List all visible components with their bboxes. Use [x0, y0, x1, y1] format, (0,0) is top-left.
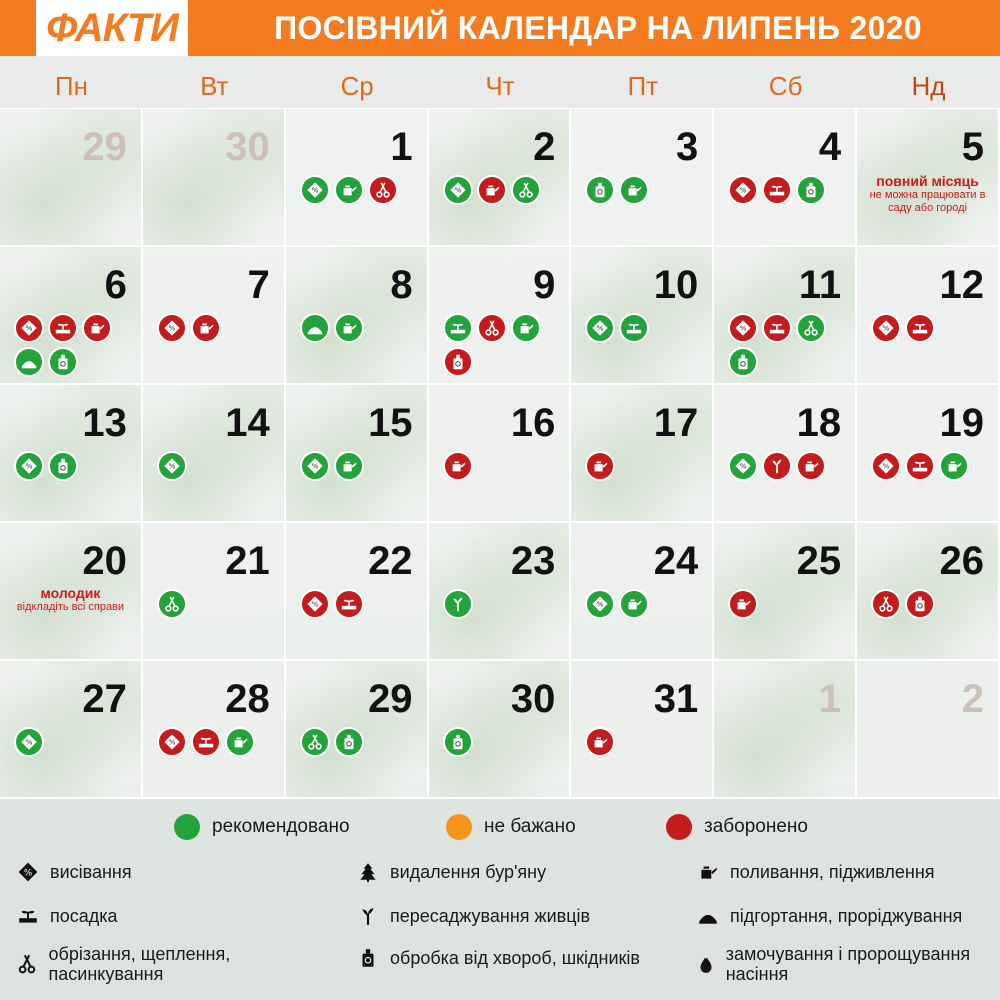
activity-icons — [300, 589, 420, 619]
planting-icon — [191, 727, 221, 757]
activity-icons — [300, 175, 420, 205]
icon-legend-item — [14, 858, 334, 886]
calendar-day — [714, 247, 857, 385]
watering-icon — [585, 727, 615, 757]
activity-icons — [728, 175, 848, 205]
calendar-day — [286, 247, 429, 385]
calendar-day — [143, 385, 286, 523]
sowing-icon — [871, 313, 901, 343]
icon-legend-item — [694, 902, 990, 930]
sowing-icon — [585, 589, 615, 619]
watering-icon — [225, 727, 255, 757]
activity-icons — [871, 451, 991, 481]
activity-icons — [157, 589, 277, 619]
activity-icons — [157, 451, 277, 481]
activity-icons — [14, 313, 134, 377]
day-number: 13 — [82, 401, 127, 445]
calendar-day — [429, 661, 572, 799]
pruning-icon — [796, 313, 826, 343]
svg-text:%: % — [168, 737, 176, 747]
moon-note-text: відкладіть всі справи — [16, 601, 125, 613]
weekday-label: Сб — [768, 71, 803, 101]
activity-icons — [585, 727, 705, 757]
svg-text:%: % — [23, 868, 33, 879]
day-number: 29 — [82, 125, 127, 169]
moon-note-text: не можна працювати в саду або городі — [869, 189, 986, 214]
svg-text:%: % — [311, 461, 319, 471]
pruning-icon — [511, 175, 541, 205]
svg-text:%: % — [25, 323, 33, 333]
status-label: не бажано — [484, 816, 576, 837]
icon-legend-label: обрізання, щеплення, пасинкування — [48, 944, 231, 984]
pruning-icon — [300, 727, 330, 757]
watering-icon — [728, 589, 758, 619]
calendar-day — [0, 523, 143, 661]
day-number: 19 — [939, 401, 984, 445]
hilling-icon — [14, 347, 44, 377]
watering-icon — [443, 451, 473, 481]
weekday-label: Нд — [911, 71, 946, 101]
pruning-icon — [14, 950, 41, 978]
svg-text:%: % — [311, 599, 319, 609]
day-number: 17 — [653, 401, 699, 445]
sowing-icon — [728, 451, 758, 481]
calendar-day — [143, 661, 286, 799]
calendar-day — [571, 523, 714, 661]
calendar-day — [571, 661, 714, 799]
day-number: 20 — [82, 539, 127, 583]
planting-icon — [762, 175, 792, 205]
activity-icons — [443, 313, 563, 377]
sowing-icon — [14, 727, 44, 757]
activity-icons — [871, 589, 991, 619]
day-number: 1 — [818, 677, 842, 721]
calendar-day — [571, 109, 714, 247]
day-number: 30 — [225, 125, 270, 169]
icon-legend-item — [354, 944, 674, 972]
pruning-icon — [477, 313, 507, 343]
weekday-header — [0, 66, 1000, 106]
watering-icon — [619, 589, 649, 619]
cuttings-icon — [354, 902, 382, 930]
planting-icon — [905, 313, 935, 343]
day-number: 27 — [82, 677, 127, 721]
day-number: 18 — [796, 401, 842, 445]
moon-note — [857, 173, 998, 215]
svg-text:%: % — [597, 599, 604, 609]
svg-text:%: % — [168, 461, 176, 471]
day-number: 2 — [533, 125, 556, 169]
forbidden-dot — [666, 814, 692, 840]
activity-icons — [14, 451, 134, 481]
activity-icons — [443, 727, 563, 757]
weekday-label: Пт — [627, 71, 659, 101]
icon-legend-item — [14, 944, 334, 984]
recommended-dot — [174, 814, 200, 840]
planting-icon — [762, 313, 792, 343]
svg-text:%: % — [25, 461, 33, 471]
activity-icons — [300, 727, 420, 757]
weekday-label: Чт — [485, 71, 515, 101]
weekday-label: Вт — [200, 71, 229, 101]
calendar-grid — [0, 108, 1000, 799]
treatment-icon — [48, 451, 78, 481]
calendar-day — [429, 385, 572, 523]
activity-icons — [157, 313, 277, 343]
activity-icons — [728, 589, 848, 619]
planting-icon — [905, 451, 935, 481]
watering-icon — [334, 313, 364, 343]
sowing-icon — [14, 451, 44, 481]
watering-icon — [477, 175, 507, 205]
cuttings-icon — [443, 589, 473, 619]
moon-note — [0, 585, 141, 614]
activity-icons — [300, 451, 420, 481]
activity-icons — [585, 451, 705, 481]
calendar-day — [0, 247, 143, 385]
activity-icons — [728, 313, 848, 377]
day-number: 15 — [368, 401, 413, 445]
watering-icon — [796, 451, 826, 481]
watering-icon — [939, 451, 969, 481]
day-number: 10 — [653, 263, 699, 307]
icon-legend-item — [694, 858, 990, 886]
activity-icons — [585, 589, 705, 619]
activity-icons — [14, 727, 134, 757]
sowing-icon — [157, 451, 187, 481]
day-number: 12 — [939, 263, 984, 307]
day-number: 21 — [225, 539, 270, 583]
icon-legend-label: висівання — [50, 862, 132, 882]
day-number: 9 — [533, 263, 556, 307]
page-title: ПОСІВНИЙ КАЛЕНДАР НА ЛИПЕНЬ 2020 — [274, 10, 922, 46]
calendar-day — [714, 523, 857, 661]
cuttings-icon — [762, 451, 792, 481]
soaking-icon — [694, 950, 718, 978]
site-logo[interactable]: ФАКТИ — [36, 0, 188, 56]
day-number: 29 — [368, 677, 413, 721]
watering-icon — [334, 451, 364, 481]
icon-legend-item — [14, 902, 334, 930]
icon-legend-label: пересаджування живців — [390, 906, 591, 926]
sowing-icon — [300, 451, 330, 481]
icon-legend-label: посадка — [50, 906, 118, 926]
pruning-icon — [871, 589, 901, 619]
icon-legend-label: обробка від хвороб, шкідників — [390, 948, 640, 968]
activity-icons — [443, 175, 563, 205]
activity-icons — [871, 313, 991, 343]
planting-icon — [619, 313, 649, 343]
activity-icons — [585, 175, 705, 205]
calendar-day — [714, 661, 857, 799]
day-number: 4 — [818, 125, 842, 169]
svg-text:%: % — [311, 185, 319, 195]
sowing-icon — [443, 175, 473, 205]
watering-icon — [619, 175, 649, 205]
treatment-icon — [796, 175, 826, 205]
activity-icons — [585, 313, 705, 343]
svg-text:%: % — [597, 323, 604, 333]
calendar-day — [714, 109, 857, 247]
day-number: 26 — [939, 539, 984, 583]
calendar-day — [143, 109, 286, 247]
planting-icon — [334, 589, 364, 619]
sowing-icon — [300, 175, 330, 205]
calendar-day — [714, 385, 857, 523]
treatment-icon — [905, 589, 935, 619]
calendar-day — [0, 661, 143, 799]
watering-icon — [585, 451, 615, 481]
calendar-day — [0, 109, 143, 247]
svg-text:%: % — [739, 185, 747, 195]
icon-legend-label: видалення бур'яну — [390, 862, 547, 882]
day-number: 6 — [104, 263, 127, 307]
day-number: 30 — [510, 677, 556, 721]
activity-icons — [443, 451, 563, 481]
planting-icon — [14, 902, 42, 930]
svg-text:%: % — [25, 737, 33, 747]
calendar-day — [429, 523, 572, 661]
svg-text:%: % — [882, 461, 890, 471]
day-number: 16 — [510, 401, 556, 445]
day-number: 2 — [961, 677, 984, 721]
sowing-icon — [14, 313, 44, 343]
day-number: 25 — [796, 539, 842, 583]
treatment-icon — [585, 175, 615, 205]
status-label: заборонено — [704, 816, 808, 837]
watering-icon — [511, 313, 541, 343]
pruning-icon — [157, 589, 187, 619]
pruning-icon — [368, 175, 398, 205]
day-number: 8 — [390, 263, 413, 307]
activity-icons — [300, 313, 420, 343]
day-number: 24 — [653, 539, 699, 583]
activity-icons — [728, 451, 848, 481]
weekday-label: Ср — [340, 71, 374, 101]
hilling-icon — [300, 313, 330, 343]
sowing-icon — [300, 589, 330, 619]
activity-icons — [443, 589, 563, 619]
sowing-icon — [728, 175, 758, 205]
icon-legend-item — [354, 858, 674, 886]
calendar-day — [429, 247, 572, 385]
moon-note-title: повний місяць — [876, 173, 979, 189]
calendar-day — [286, 109, 429, 247]
undesirable-dot — [446, 814, 472, 840]
icon-legend-label: замочування і пророщування насіння — [725, 944, 971, 984]
hilling-icon — [694, 902, 722, 930]
day-number: 22 — [368, 539, 413, 583]
calendar-day — [857, 385, 1000, 523]
watering-icon — [191, 313, 221, 343]
status-label: рекомендовано — [212, 816, 350, 837]
header-bar — [0, 0, 1000, 56]
day-number: 11 — [798, 263, 842, 307]
calendar-day — [857, 247, 1000, 385]
calendar-day — [286, 385, 429, 523]
treatment-icon — [354, 944, 382, 972]
icon-legend-label: підгортання, проріджування — [730, 906, 963, 926]
treatment-icon — [443, 347, 473, 377]
icon-legend-item — [694, 944, 990, 984]
watering-icon — [334, 175, 364, 205]
watering-icon — [694, 858, 722, 886]
sowing-icon — [14, 858, 42, 886]
day-number: 3 — [676, 125, 699, 169]
sowing-icon — [585, 313, 615, 343]
calendar-day — [286, 523, 429, 661]
day-number: 1 — [390, 125, 413, 169]
calendar-day — [143, 523, 286, 661]
calendar-day — [571, 247, 714, 385]
day-number: 28 — [225, 677, 270, 721]
treatment-icon — [334, 727, 364, 757]
day-number: 31 — [653, 677, 699, 721]
moon-note-title: молодик — [40, 585, 101, 601]
sowing-icon — [157, 313, 187, 343]
day-number: 5 — [961, 125, 984, 169]
sowing-icon — [871, 451, 901, 481]
icon-legend-label: поливання, підживлення — [730, 862, 935, 882]
calendar-day — [857, 523, 1000, 661]
treatment-icon — [48, 347, 78, 377]
day-number: 7 — [247, 263, 270, 307]
calendar-day — [286, 661, 429, 799]
calendar-day — [571, 385, 714, 523]
svg-text:%: % — [168, 323, 176, 333]
calendar-day — [857, 109, 1000, 247]
svg-text:%: % — [739, 323, 747, 333]
svg-text:%: % — [739, 461, 747, 471]
svg-text:%: % — [882, 323, 890, 333]
watering-icon — [82, 313, 112, 343]
planting-icon — [48, 313, 78, 343]
calendar-day — [857, 661, 1000, 799]
sowing-icon — [728, 313, 758, 343]
calendar-day — [429, 109, 572, 247]
weekday-label: Пн — [54, 71, 88, 101]
status-legend — [0, 812, 1000, 842]
weeding-icon — [354, 858, 382, 886]
calendar-day — [143, 247, 286, 385]
day-number: 14 — [225, 401, 270, 445]
sowing-icon — [157, 727, 187, 757]
calendar-day — [0, 385, 143, 523]
activity-icons — [157, 727, 277, 757]
planting-icon — [443, 313, 473, 343]
treatment-icon — [728, 347, 758, 377]
day-number: 23 — [510, 539, 556, 583]
treatment-icon — [443, 727, 473, 757]
svg-text:%: % — [454, 185, 461, 195]
icon-legend-item — [354, 902, 674, 930]
